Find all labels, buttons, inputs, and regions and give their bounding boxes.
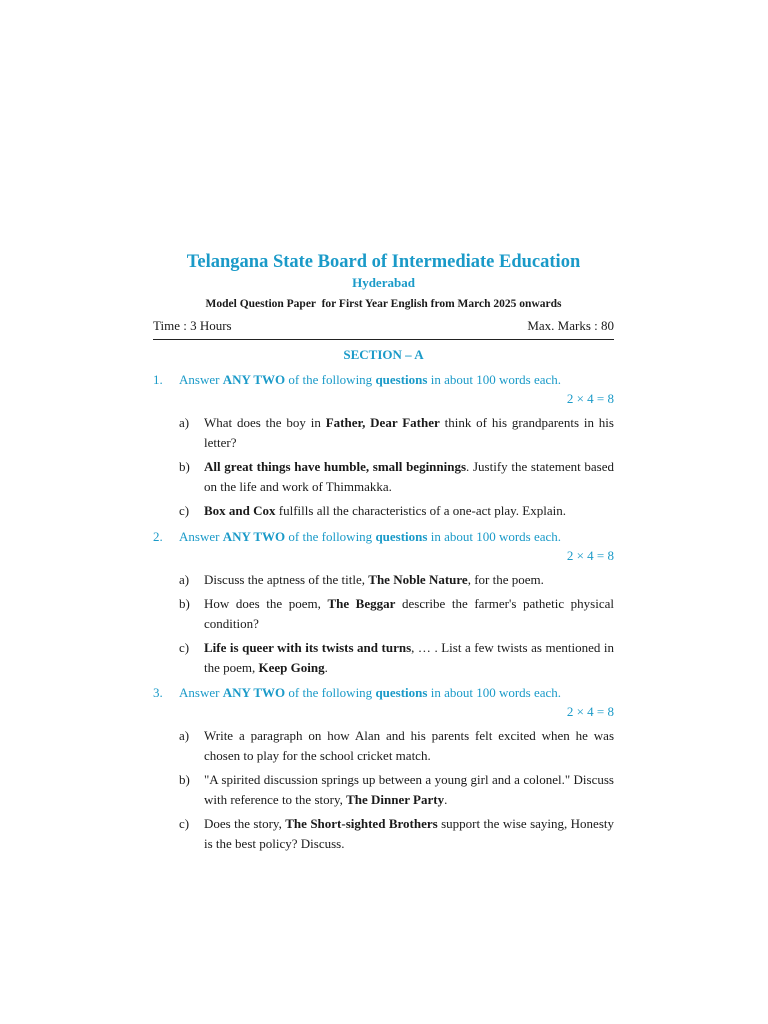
sub-question-text-part: "A spirited discussion springs up between a young girl and a colonel." Discuss with reference to the story, xyxy=(204,772,614,807)
sub-question-letter: c) xyxy=(179,503,190,518)
sub-question-text-part: think of his grandparents in his letter? xyxy=(204,415,614,450)
board-title: Telangana State Board of Intermediate Education xyxy=(186,252,581,272)
question-block xyxy=(153,371,614,521)
marks-allocation: 2 × 4 = 8 xyxy=(566,391,614,406)
sub-question xyxy=(153,594,614,633)
sub-question-text-part: What does the boy in xyxy=(204,415,326,430)
sub-question-letter: c) xyxy=(179,640,190,655)
question-text-part: Answer xyxy=(179,685,223,700)
question-text-part: Answer xyxy=(179,372,223,387)
sub-question-title: The Short-sighted Brothers xyxy=(285,816,438,831)
sub-question xyxy=(153,770,614,809)
sub-question-text-part: . xyxy=(444,791,448,807)
sub-question-letter: a) xyxy=(179,415,190,430)
sub-question-text-part: support the wise saying, Honesty is the best policy? Discuss. xyxy=(204,816,614,851)
question-text-part: of the following xyxy=(285,528,376,544)
sub-question-text xyxy=(204,457,614,496)
sub-question-text xyxy=(204,413,614,452)
sub-question-title: Father, Dear Father xyxy=(325,415,440,430)
sub-question-letter: b) xyxy=(179,596,190,611)
sub-question xyxy=(153,457,614,496)
question-text-part: ANY TWO xyxy=(222,372,286,387)
sub-question-letter: a) xyxy=(179,571,190,587)
sub-question-text-part: describe the farmer's pathetic physical condition? xyxy=(204,596,614,631)
sub-question-text xyxy=(204,594,614,633)
question-text xyxy=(179,528,561,546)
question-text-part: questions xyxy=(375,372,428,387)
question-text-part: ANY TWO xyxy=(222,685,286,700)
board-city: Hyderabad xyxy=(352,275,415,290)
question-number: 1. xyxy=(153,372,163,387)
question-text-part: in about 100 words each. xyxy=(427,685,562,700)
question-list xyxy=(153,371,614,853)
exam-meta-row xyxy=(153,317,614,340)
sub-question-letter: a) xyxy=(179,728,190,743)
sub-question-text xyxy=(204,501,614,521)
sub-question-letter: b) xyxy=(179,459,190,474)
question-text xyxy=(179,371,561,389)
question-instruction xyxy=(153,528,614,546)
sub-question-text-part: fulfills all the characteristics of a one-act play. Explain. xyxy=(275,503,566,518)
sub-question-text xyxy=(204,726,614,765)
question-text-part: Answer xyxy=(179,528,223,544)
sub-question xyxy=(153,814,614,853)
sub-question-title: The Noble Nature xyxy=(368,571,468,587)
sub-question-text xyxy=(204,770,614,809)
sub-question-text-part: Write a paragraph on how Alan and his parents felt excited when he was chosen to play for the school cricket match. xyxy=(204,728,614,763)
sub-question-text xyxy=(204,570,614,590)
sub-question-text-part: , for the poem. xyxy=(467,571,544,587)
question-number: 2. xyxy=(153,528,163,544)
paper-description: Model Question Paper for First Year English from March 2025 onwards xyxy=(205,298,562,310)
sub-question-text-part: . xyxy=(324,659,328,675)
sub-question xyxy=(153,413,614,452)
question-text-part: questions xyxy=(375,685,428,700)
question-text-part: ANY TWO xyxy=(222,528,286,544)
question-text-part: of the following xyxy=(285,685,376,700)
question-instruction xyxy=(153,371,614,389)
question-block xyxy=(153,528,614,678)
sub-question xyxy=(153,726,614,765)
sub-question xyxy=(153,638,614,677)
question-number: 3. xyxy=(153,685,163,700)
marks-allocation: 2 × 4 = 8 xyxy=(566,704,614,719)
question-text-part: in about 100 words each. xyxy=(427,528,562,544)
exam-time: Time : 3 Hours xyxy=(153,318,232,333)
question-text xyxy=(179,684,561,702)
question-text-part: of the following xyxy=(285,372,376,387)
sub-question-text xyxy=(204,814,614,853)
sub-question-title: Life is queer with its twists and turns xyxy=(204,640,412,655)
question-text-part: questions xyxy=(375,528,428,544)
sub-question-letter: b) xyxy=(179,772,190,787)
question-text-part: in about 100 words each. xyxy=(427,372,562,387)
question-block xyxy=(153,684,614,853)
marks-allocation: 2 × 4 = 8 xyxy=(566,547,614,563)
question-instruction xyxy=(153,684,614,702)
sub-question-text-part: Discuss the aptness of the title, xyxy=(204,571,369,587)
exam-max-marks: Max. Marks : 80 xyxy=(527,318,614,333)
sub-question-title: Keep Going xyxy=(258,659,325,675)
sub-question-title: The Dinner Party xyxy=(346,791,445,807)
sub-question-title: The Beggar xyxy=(327,596,396,611)
sub-question-text xyxy=(204,638,614,677)
sub-question xyxy=(153,501,614,521)
sub-question-text-part: Does the story, xyxy=(204,816,286,831)
sub-question-text-part: . Justify the statement based on the life and work of Thimmakka. xyxy=(204,459,614,494)
sub-question-letter: c) xyxy=(179,816,190,831)
question-paper xyxy=(153,250,614,853)
sub-question-title: All great things have humble, small beginnings xyxy=(204,459,467,474)
sub-question-text-part: How does the poem, xyxy=(204,596,328,611)
section-heading: SECTION – A xyxy=(343,347,424,362)
sub-question xyxy=(153,570,614,590)
sub-question-text-part: , … . List a few twists as mentioned in the poem, xyxy=(204,640,614,675)
sub-question-title: Box and Cox xyxy=(204,503,276,518)
